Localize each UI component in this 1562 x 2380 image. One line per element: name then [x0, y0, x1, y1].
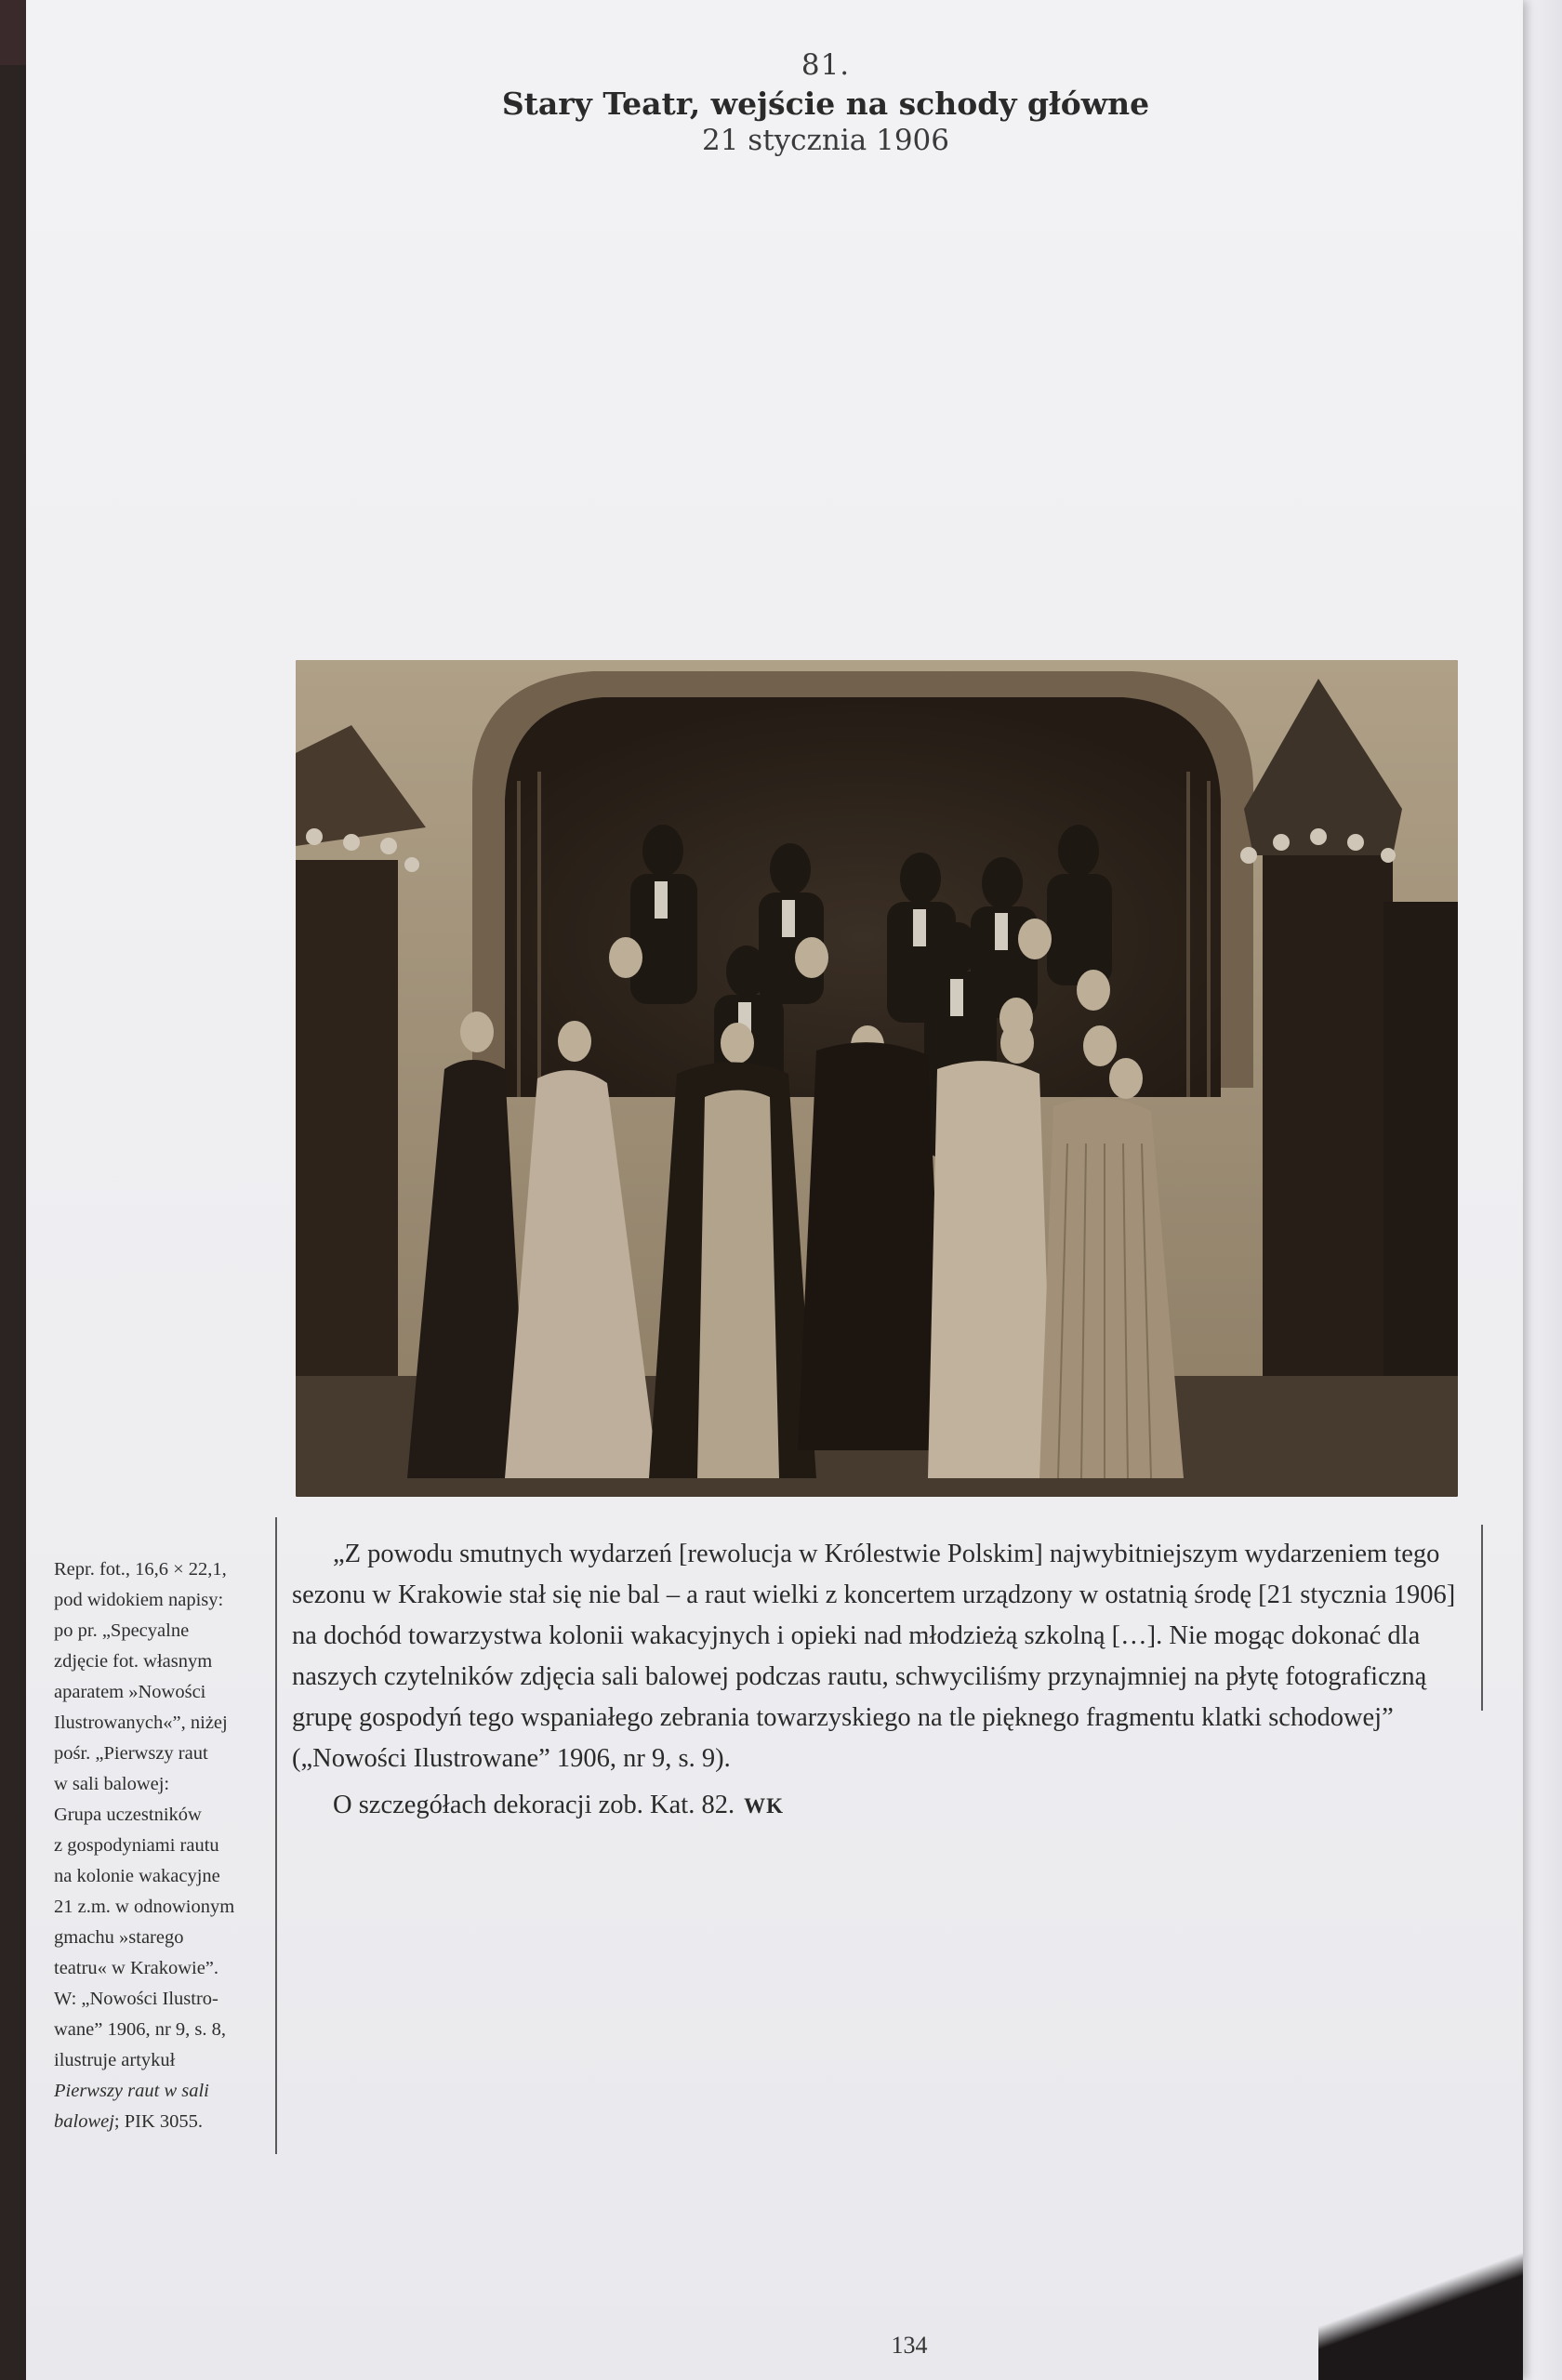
photo-illustration	[296, 660, 1458, 1497]
catalog-date: 21 stycznia 1906	[702, 124, 949, 157]
caption-line: pod widokiem napisy:	[54, 1590, 224, 1610]
catalog-number: 81.	[801, 48, 851, 82]
caption-line: wane” 1906, nr 9, s. 8,	[54, 2019, 227, 2040]
catalog-header	[26, 48, 1562, 157]
caption-last-line	[54, 2107, 270, 2137]
caption-line: na kolonie wakacyjne	[54, 1866, 220, 1886]
caption-line: teatru« w Krakowie”.	[54, 1958, 219, 1978]
caption-line: w sali balowej:	[54, 1774, 170, 1794]
group-portrait-photo	[296, 660, 1458, 1497]
caption-tail: ; PIK 3055.	[113, 2111, 204, 2132]
quote-rule	[1481, 1525, 1483, 1711]
quote-paragraph: „Z powodu smutnych wydarzeń [rewolucja w Królestwie Polskim] najwybitniejszym wydarzeniem tego sezonu w Krakowie stał się nie bal – a raut wielki z koncertem urządzony w ostatnią środę [21 stycznia 1906] na dochód towarzystwa kolonii wakacyjnych i opieki nad młodzieżą szkolną […]. Nie mogąc dokonać dla naszych czytelników zdjęcia sali balowej podczas rautu, schwyciliśmy przynajmniej na płytę fotograficzną grupę gospodyń tego wspaniałego zebrania towarzyskiego na tle pięknego fragmentu klatki schodowej” („Nowości Ilustrowane” 1906, nr 9, s. 9).	[292, 1540, 1456, 1773]
page-number: 134	[891, 2332, 928, 2359]
caption-line: gmachu »starego	[54, 1927, 184, 1948]
caption-line: po pr. „Specyalne	[54, 1620, 190, 1641]
caption-line: pośr. „Pierwszy raut	[54, 1743, 208, 1764]
caption-line: ilustruje artykuł	[54, 2050, 176, 2070]
quote-text-block	[292, 1534, 1473, 1827]
caption-rule	[275, 1517, 277, 2154]
caption-line: zdjęcie fot. własnym	[54, 1651, 213, 1672]
caption-article-title: Pierwszy raut w sali	[54, 2081, 209, 2101]
book-page	[26, 0, 1523, 2380]
caption-line: aparatem »Nowości	[54, 1682, 206, 1702]
caption-article-title-end: balowej	[54, 2111, 114, 2132]
caption-line: Grupa uczestników	[54, 1805, 202, 1825]
caption-line: z gospodyniami rautu	[54, 1835, 219, 1856]
reference-paragraph	[292, 1785, 1473, 1827]
caption-line: W: „Nowości Ilustro-	[54, 1989, 218, 2009]
caption-line: 21 z.m. w odnowionym	[54, 1897, 235, 1917]
author-initials: WK	[744, 1794, 784, 1818]
caption-line: Repr. fot., 16,6 × 22,1,	[54, 1559, 227, 1580]
caption-line: Ilustrowanych«”, niżej	[54, 1712, 228, 1733]
photo-caption	[54, 1554, 270, 2137]
catalog-title: Stary Teatr, wejście na schody główne	[501, 86, 1150, 122]
reference-text: O szczegółach dekoracji zob. Kat. 82.	[333, 1791, 735, 1819]
page-corner-shadow	[1318, 2222, 1523, 2380]
